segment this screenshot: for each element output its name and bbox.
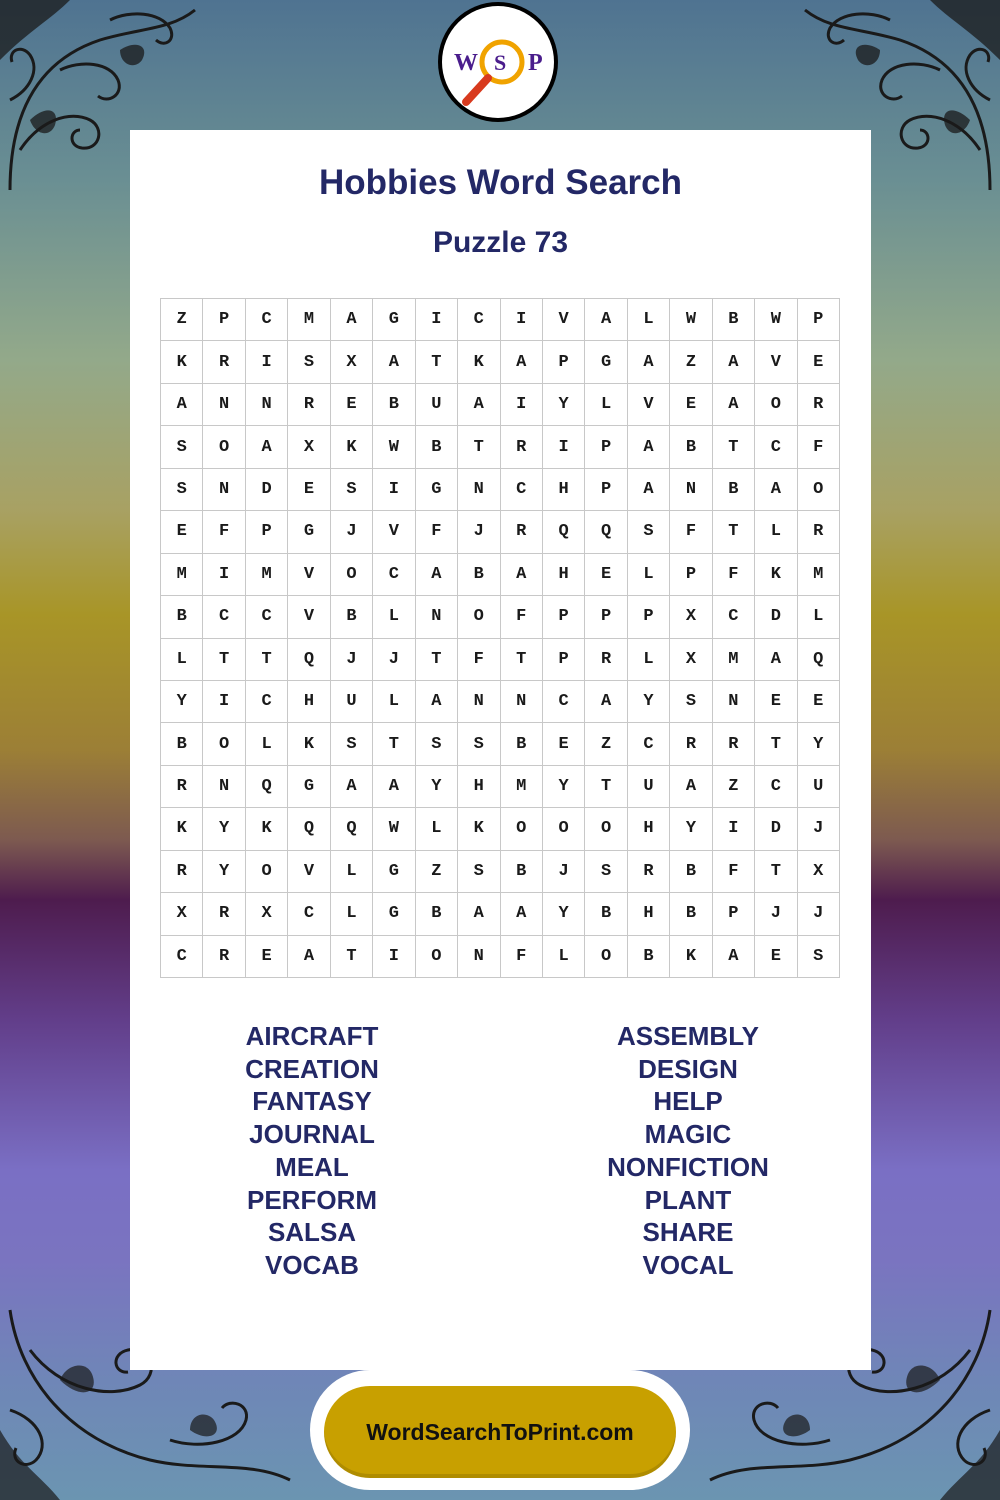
grid-cell[interactable]: P: [585, 596, 627, 638]
grid-cell[interactable]: I: [543, 426, 585, 468]
grid-cell[interactable]: S: [458, 851, 500, 893]
grid-cell[interactable]: Y: [161, 681, 203, 723]
grid-cell[interactable]: B: [501, 723, 543, 765]
grid-cell[interactable]: H: [628, 808, 670, 850]
grid-cell[interactable]: J: [798, 808, 840, 850]
word-list-item: NONFICTION: [607, 1151, 769, 1182]
grid-cell[interactable]: O: [203, 723, 245, 765]
grid-cell[interactable]: A: [501, 554, 543, 596]
grid-cell[interactable]: R: [288, 384, 330, 426]
grid-cell[interactable]: A: [331, 299, 373, 341]
grid-cell[interactable]: K: [161, 808, 203, 850]
grid-cell[interactable]: Y: [543, 384, 585, 426]
grid-cell[interactable]: Q: [331, 808, 373, 850]
grid-cell[interactable]: J: [798, 893, 840, 935]
grid-cell[interactable]: A: [373, 341, 415, 383]
grid-cell[interactable]: S: [585, 851, 627, 893]
grid-cell[interactable]: O: [501, 808, 543, 850]
grid-cell[interactable]: O: [458, 596, 500, 638]
grid-cell[interactable]: S: [331, 469, 373, 511]
grid-cell[interactable]: E: [288, 469, 330, 511]
grid-cell[interactable]: G: [373, 851, 415, 893]
grid-cell[interactable]: W: [755, 299, 797, 341]
grid-cell[interactable]: S: [331, 723, 373, 765]
grid-cell[interactable]: N: [416, 596, 458, 638]
grid-cell[interactable]: Y: [798, 723, 840, 765]
grid-cell[interactable]: B: [458, 554, 500, 596]
grid-cell[interactable]: P: [543, 639, 585, 681]
grid-cell[interactable]: L: [331, 851, 373, 893]
grid-cell[interactable]: O: [585, 808, 627, 850]
grid-cell[interactable]: L: [331, 893, 373, 935]
grid-cell[interactable]: L: [798, 596, 840, 638]
word-list-item: ASSEMBLY: [616, 1021, 760, 1051]
grid-cell[interactable]: S: [161, 426, 203, 468]
grid-cell[interactable]: Y: [543, 893, 585, 935]
grid-cell[interactable]: X: [246, 893, 288, 935]
grid-cell[interactable]: B: [713, 299, 755, 341]
grid-cell[interactable]: I: [373, 936, 415, 978]
grid-cell[interactable]: E: [161, 511, 203, 553]
grid-cell[interactable]: B: [331, 596, 373, 638]
grid-cell[interactable]: C: [288, 893, 330, 935]
grid-cell[interactable]: G: [373, 893, 415, 935]
puzzle-card: [130, 130, 871, 1370]
grid-cell[interactable]: K: [331, 426, 373, 468]
logo-badge: [442, 6, 554, 118]
grid-cell[interactable]: D: [755, 596, 797, 638]
word-list-item: AIRCRAFT: [245, 1021, 379, 1051]
grid-cell[interactable]: O: [543, 808, 585, 850]
grid-cell[interactable]: L: [416, 808, 458, 850]
grid-cell[interactable]: P: [203, 299, 245, 341]
grid-cell[interactable]: C: [203, 596, 245, 638]
grid-cell[interactable]: J: [755, 893, 797, 935]
grid-cell[interactable]: C: [246, 681, 288, 723]
grid-cell[interactable]: A: [501, 341, 543, 383]
grid-cell[interactable]: Y: [543, 766, 585, 808]
grid-cell[interactable]: A: [501, 893, 543, 935]
grid-cell[interactable]: G: [416, 469, 458, 511]
grid-cell[interactable]: U: [628, 766, 670, 808]
grid-cell[interactable]: I: [203, 681, 245, 723]
grid-cell[interactable]: Q: [246, 766, 288, 808]
grid-cell[interactable]: I: [501, 299, 543, 341]
grid-cell[interactable]: O: [416, 936, 458, 978]
grid-cell[interactable]: R: [670, 723, 712, 765]
grid-cell[interactable]: Q: [288, 808, 330, 850]
grid-cell[interactable]: I: [416, 299, 458, 341]
grid-cell[interactable]: Y: [203, 808, 245, 850]
grid-cell[interactable]: N: [670, 469, 712, 511]
grid-cell[interactable]: H: [543, 554, 585, 596]
grid-cell[interactable]: V: [628, 384, 670, 426]
grid-cell[interactable]: O: [331, 554, 373, 596]
grid-cell[interactable]: Q: [288, 639, 330, 681]
grid-cell[interactable]: T: [755, 723, 797, 765]
word-list-item: VOCAB: [265, 1249, 359, 1280]
grid-cell[interactable]: M: [501, 766, 543, 808]
grid-cell[interactable]: W: [373, 808, 415, 850]
grid-cell[interactable]: R: [161, 851, 203, 893]
grid-cell[interactable]: A: [755, 639, 797, 681]
grid-cell[interactable]: X: [288, 426, 330, 468]
magnifier-icon: [442, 6, 554, 118]
grid-cell[interactable]: N: [713, 681, 755, 723]
word-list-item: MEAL: [275, 1151, 349, 1182]
grid-cell[interactable]: E: [798, 681, 840, 723]
grid-cell[interactable]: L: [246, 723, 288, 765]
grid-cell[interactable]: R: [203, 341, 245, 383]
grid-cell[interactable]: R: [713, 723, 755, 765]
grid-cell[interactable]: E: [246, 936, 288, 978]
grid-cell[interactable]: R: [501, 511, 543, 553]
grid-cell[interactable]: S: [416, 723, 458, 765]
logo-letter-p: P: [528, 50, 543, 76]
grid-cell[interactable]: N: [501, 681, 543, 723]
word-list-item: VOCAL: [642, 1249, 734, 1280]
grid-cell[interactable]: B: [628, 936, 670, 978]
grid-cell[interactable]: T: [246, 639, 288, 681]
grid-cell[interactable]: F: [798, 426, 840, 468]
grid-cell[interactable]: U: [416, 384, 458, 426]
grid-cell[interactable]: T: [331, 936, 373, 978]
grid-cell[interactable]: W: [373, 426, 415, 468]
grid-cell[interactable]: T: [713, 511, 755, 553]
grid-cell[interactable]: T: [416, 341, 458, 383]
grid-cell[interactable]: I: [713, 808, 755, 850]
grid-cell[interactable]: F: [713, 851, 755, 893]
grid-cell[interactable]: P: [543, 596, 585, 638]
grid-cell[interactable]: B: [373, 384, 415, 426]
grid-cell[interactable]: A: [585, 681, 627, 723]
grid-cell[interactable]: C: [755, 766, 797, 808]
grid-cell[interactable]: S: [458, 723, 500, 765]
grid-cell[interactable]: C: [501, 469, 543, 511]
logo-letter-w: W: [454, 50, 478, 76]
grid-cell[interactable]: A: [458, 893, 500, 935]
grid-cell[interactable]: E: [543, 723, 585, 765]
footer-frame: [310, 1370, 690, 1490]
grid-cell[interactable]: A: [628, 469, 670, 511]
grid-cell[interactable]: A: [288, 936, 330, 978]
grid-cell[interactable]: T: [373, 723, 415, 765]
grid-cell[interactable]: X: [331, 341, 373, 383]
grid-cell[interactable]: S: [288, 341, 330, 383]
grid-cell[interactable]: Y: [670, 808, 712, 850]
grid-cell[interactable]: G: [373, 299, 415, 341]
grid-cell[interactable]: B: [713, 469, 755, 511]
grid-cell[interactable]: O: [585, 936, 627, 978]
grid-cell[interactable]: J: [331, 639, 373, 681]
grid-cell[interactable]: A: [458, 384, 500, 426]
grid-cell[interactable]: C: [458, 299, 500, 341]
word-list-left: [162, 1020, 462, 1282]
grid-cell[interactable]: K: [288, 723, 330, 765]
grid-cell[interactable]: J: [331, 511, 373, 553]
grid-cell[interactable]: T: [585, 766, 627, 808]
grid-cell[interactable]: D: [246, 469, 288, 511]
grid-cell[interactable]: B: [670, 426, 712, 468]
grid-cell[interactable]: A: [331, 766, 373, 808]
grid-cell[interactable]: B: [501, 851, 543, 893]
grid-cell[interactable]: U: [331, 681, 373, 723]
word-list-item: PLANT: [644, 1184, 732, 1215]
grid-cell[interactable]: C: [246, 299, 288, 341]
grid-cell[interactable]: Z: [670, 341, 712, 383]
puzzle-title: Hobbies Word Search: [318, 163, 683, 202]
grid-cell[interactable]: H: [628, 893, 670, 935]
grid-cell[interactable]: Q: [543, 511, 585, 553]
grid-cell[interactable]: B: [416, 426, 458, 468]
grid-cell[interactable]: X: [161, 893, 203, 935]
grid-cell[interactable]: N: [203, 766, 245, 808]
letter-grid[interactable]: [160, 298, 840, 978]
grid-cell[interactable]: F: [203, 511, 245, 553]
grid-cell[interactable]: O: [755, 384, 797, 426]
grid-cell[interactable]: H: [288, 681, 330, 723]
grid-cell[interactable]: P: [670, 554, 712, 596]
grid-cell[interactable]: E: [755, 681, 797, 723]
grid-cell[interactable]: G: [288, 511, 330, 553]
grid-cell[interactable]: J: [373, 639, 415, 681]
grid-cell[interactable]: K: [161, 341, 203, 383]
grid-cell[interactable]: P: [628, 596, 670, 638]
grid-cell[interactable]: L: [628, 554, 670, 596]
grid-cell[interactable]: Q: [585, 511, 627, 553]
website-link-button[interactable]: WordSearchToPrint.com: [324, 1386, 676, 1478]
grid-cell[interactable]: O: [246, 851, 288, 893]
grid-cell[interactable]: A: [416, 554, 458, 596]
grid-cell[interactable]: R: [501, 426, 543, 468]
grid-cell[interactable]: A: [246, 426, 288, 468]
grid-cell[interactable]: B: [670, 851, 712, 893]
grid-cell[interactable]: V: [373, 511, 415, 553]
grid-cell[interactable]: Y: [628, 681, 670, 723]
grid-cell[interactable]: R: [585, 639, 627, 681]
grid-cell[interactable]: F: [501, 936, 543, 978]
grid-cell[interactable]: T: [755, 851, 797, 893]
word-list-item: HELP: [653, 1086, 723, 1117]
grid-cell[interactable]: K: [458, 808, 500, 850]
grid-cell[interactable]: A: [713, 384, 755, 426]
grid-cell[interactable]: L: [161, 639, 203, 681]
word-list-item: SALSA: [267, 1217, 357, 1248]
grid-cell[interactable]: V: [543, 299, 585, 341]
grid-cell[interactable]: A: [670, 766, 712, 808]
grid-cell[interactable]: T: [713, 426, 755, 468]
grid-cell[interactable]: X: [798, 851, 840, 893]
grid-cell[interactable]: V: [288, 851, 330, 893]
grid-cell[interactable]: R: [628, 851, 670, 893]
grid-cell[interactable]: R: [798, 384, 840, 426]
grid-cell[interactable]: T: [458, 426, 500, 468]
word-list-item: PERFORM: [247, 1184, 377, 1215]
grid-cell[interactable]: X: [670, 596, 712, 638]
word-list-item: FANTASY: [252, 1086, 372, 1117]
grid-cell[interactable]: G: [585, 341, 627, 383]
grid-cell[interactable]: R: [161, 766, 203, 808]
grid-cell[interactable]: N: [203, 469, 245, 511]
grid-cell[interactable]: A: [755, 469, 797, 511]
grid-cell[interactable]: A: [416, 681, 458, 723]
grid-cell[interactable]: C: [713, 596, 755, 638]
grid-cell[interactable]: A: [713, 936, 755, 978]
grid-cell[interactable]: P: [713, 893, 755, 935]
grid-cell[interactable]: C: [246, 596, 288, 638]
grid-cell[interactable]: M: [798, 554, 840, 596]
grid-cell[interactable]: O: [798, 469, 840, 511]
grid-cell[interactable]: A: [161, 384, 203, 426]
grid-cell[interactable]: Z: [161, 299, 203, 341]
grid-cell[interactable]: I: [246, 341, 288, 383]
grid-cell[interactable]: F: [501, 596, 543, 638]
grid-cell[interactable]: C: [543, 681, 585, 723]
grid-cell[interactable]: N: [246, 384, 288, 426]
grid-cell[interactable]: L: [373, 596, 415, 638]
grid-cell[interactable]: A: [628, 426, 670, 468]
wsp-logo[interactable]: [438, 2, 558, 122]
grid-cell[interactable]: E: [670, 384, 712, 426]
grid-cell[interactable]: N: [458, 936, 500, 978]
word-list-item: MAGIC: [644, 1119, 732, 1150]
grid-cell[interactable]: R: [203, 893, 245, 935]
grid-cell[interactable]: N: [203, 384, 245, 426]
grid-cell[interactable]: T: [416, 639, 458, 681]
grid-cell[interactable]: B: [416, 893, 458, 935]
grid-cell[interactable]: F: [670, 511, 712, 553]
grid-cell[interactable]: B: [670, 893, 712, 935]
grid-cell[interactable]: H: [458, 766, 500, 808]
grid-cell[interactable]: A: [713, 341, 755, 383]
grid-cell[interactable]: A: [628, 341, 670, 383]
grid-cell[interactable]: M: [246, 554, 288, 596]
grid-cell[interactable]: L: [543, 936, 585, 978]
grid-cell[interactable]: Y: [203, 851, 245, 893]
grid-cell[interactable]: W: [670, 299, 712, 341]
grid-cell[interactable]: U: [798, 766, 840, 808]
grid-cell[interactable]: V: [288, 554, 330, 596]
grid-cell[interactable]: M: [161, 554, 203, 596]
grid-cell[interactable]: X: [670, 639, 712, 681]
grid-cell[interactable]: F: [458, 639, 500, 681]
grid-cell[interactable]: A: [373, 766, 415, 808]
grid-cell[interactable]: C: [373, 554, 415, 596]
grid-cell[interactable]: I: [203, 554, 245, 596]
word-list-item: CREATION: [245, 1053, 379, 1084]
grid-cell[interactable]: R: [798, 511, 840, 553]
grid-cell[interactable]: T: [203, 639, 245, 681]
grid-cell[interactable]: F: [416, 511, 458, 553]
grid-cell[interactable]: I: [501, 384, 543, 426]
grid-cell[interactable]: S: [670, 681, 712, 723]
grid-cell[interactable]: E: [798, 341, 840, 383]
grid-cell[interactable]: I: [373, 469, 415, 511]
logo-letter-s: S: [494, 50, 507, 75]
grid-cell[interactable]: H: [543, 469, 585, 511]
grid-cell[interactable]: D: [755, 808, 797, 850]
grid-cell[interactable]: N: [458, 681, 500, 723]
grid-cell[interactable]: A: [585, 299, 627, 341]
grid-cell[interactable]: L: [628, 639, 670, 681]
grid-cell[interactable]: K: [670, 936, 712, 978]
grid-cell[interactable]: P: [543, 341, 585, 383]
puzzle-number: Puzzle 73: [432, 226, 569, 259]
grid-cell[interactable]: S: [628, 511, 670, 553]
grid-cell[interactable]: S: [798, 936, 840, 978]
grid-cell[interactable]: K: [246, 808, 288, 850]
grid-cell[interactable]: M: [713, 639, 755, 681]
grid-cell[interactable]: O: [203, 426, 245, 468]
grid-cell[interactable]: L: [755, 511, 797, 553]
grid-cell[interactable]: B: [161, 596, 203, 638]
grid-cell[interactable]: V: [755, 341, 797, 383]
grid-cell[interactable]: C: [628, 723, 670, 765]
grid-cell[interactable]: E: [755, 936, 797, 978]
grid-cell[interactable]: G: [288, 766, 330, 808]
grid-cell[interactable]: N: [458, 469, 500, 511]
grid-cell[interactable]: Q: [798, 639, 840, 681]
grid-cell[interactable]: C: [755, 426, 797, 468]
grid-cell[interactable]: P: [585, 469, 627, 511]
word-list-item: JOURNAL: [249, 1119, 375, 1150]
grid-cell[interactable]: M: [288, 299, 330, 341]
grid-cell[interactable]: Z: [713, 766, 755, 808]
grid-cell[interactable]: E: [331, 384, 373, 426]
grid-cell[interactable]: B: [585, 893, 627, 935]
grid-cell[interactable]: B: [161, 723, 203, 765]
grid-cell[interactable]: Z: [585, 723, 627, 765]
grid-cell[interactable]: L: [373, 681, 415, 723]
grid-cell[interactable]: R: [203, 936, 245, 978]
grid-cell[interactable]: P: [246, 511, 288, 553]
grid-cell[interactable]: Y: [416, 766, 458, 808]
grid-cell[interactable]: J: [458, 511, 500, 553]
word-list-item: DESIGN: [638, 1053, 738, 1084]
grid-cell[interactable]: P: [798, 299, 840, 341]
grid-cell[interactable]: C: [161, 936, 203, 978]
grid-cell[interactable]: J: [543, 851, 585, 893]
grid-cell[interactable]: P: [585, 426, 627, 468]
grid-cell[interactable]: K: [458, 341, 500, 383]
grid-cell[interactable]: T: [501, 639, 543, 681]
grid-cell[interactable]: F: [713, 554, 755, 596]
grid-cell[interactable]: L: [585, 384, 627, 426]
grid-cell[interactable]: L: [628, 299, 670, 341]
word-list-right: [538, 1020, 838, 1282]
grid-cell[interactable]: Z: [416, 851, 458, 893]
grid-cell[interactable]: S: [161, 469, 203, 511]
grid-cell[interactable]: E: [585, 554, 627, 596]
grid-cell[interactable]: K: [755, 554, 797, 596]
grid-cell[interactable]: V: [288, 596, 330, 638]
word-list-item: SHARE: [642, 1217, 734, 1248]
